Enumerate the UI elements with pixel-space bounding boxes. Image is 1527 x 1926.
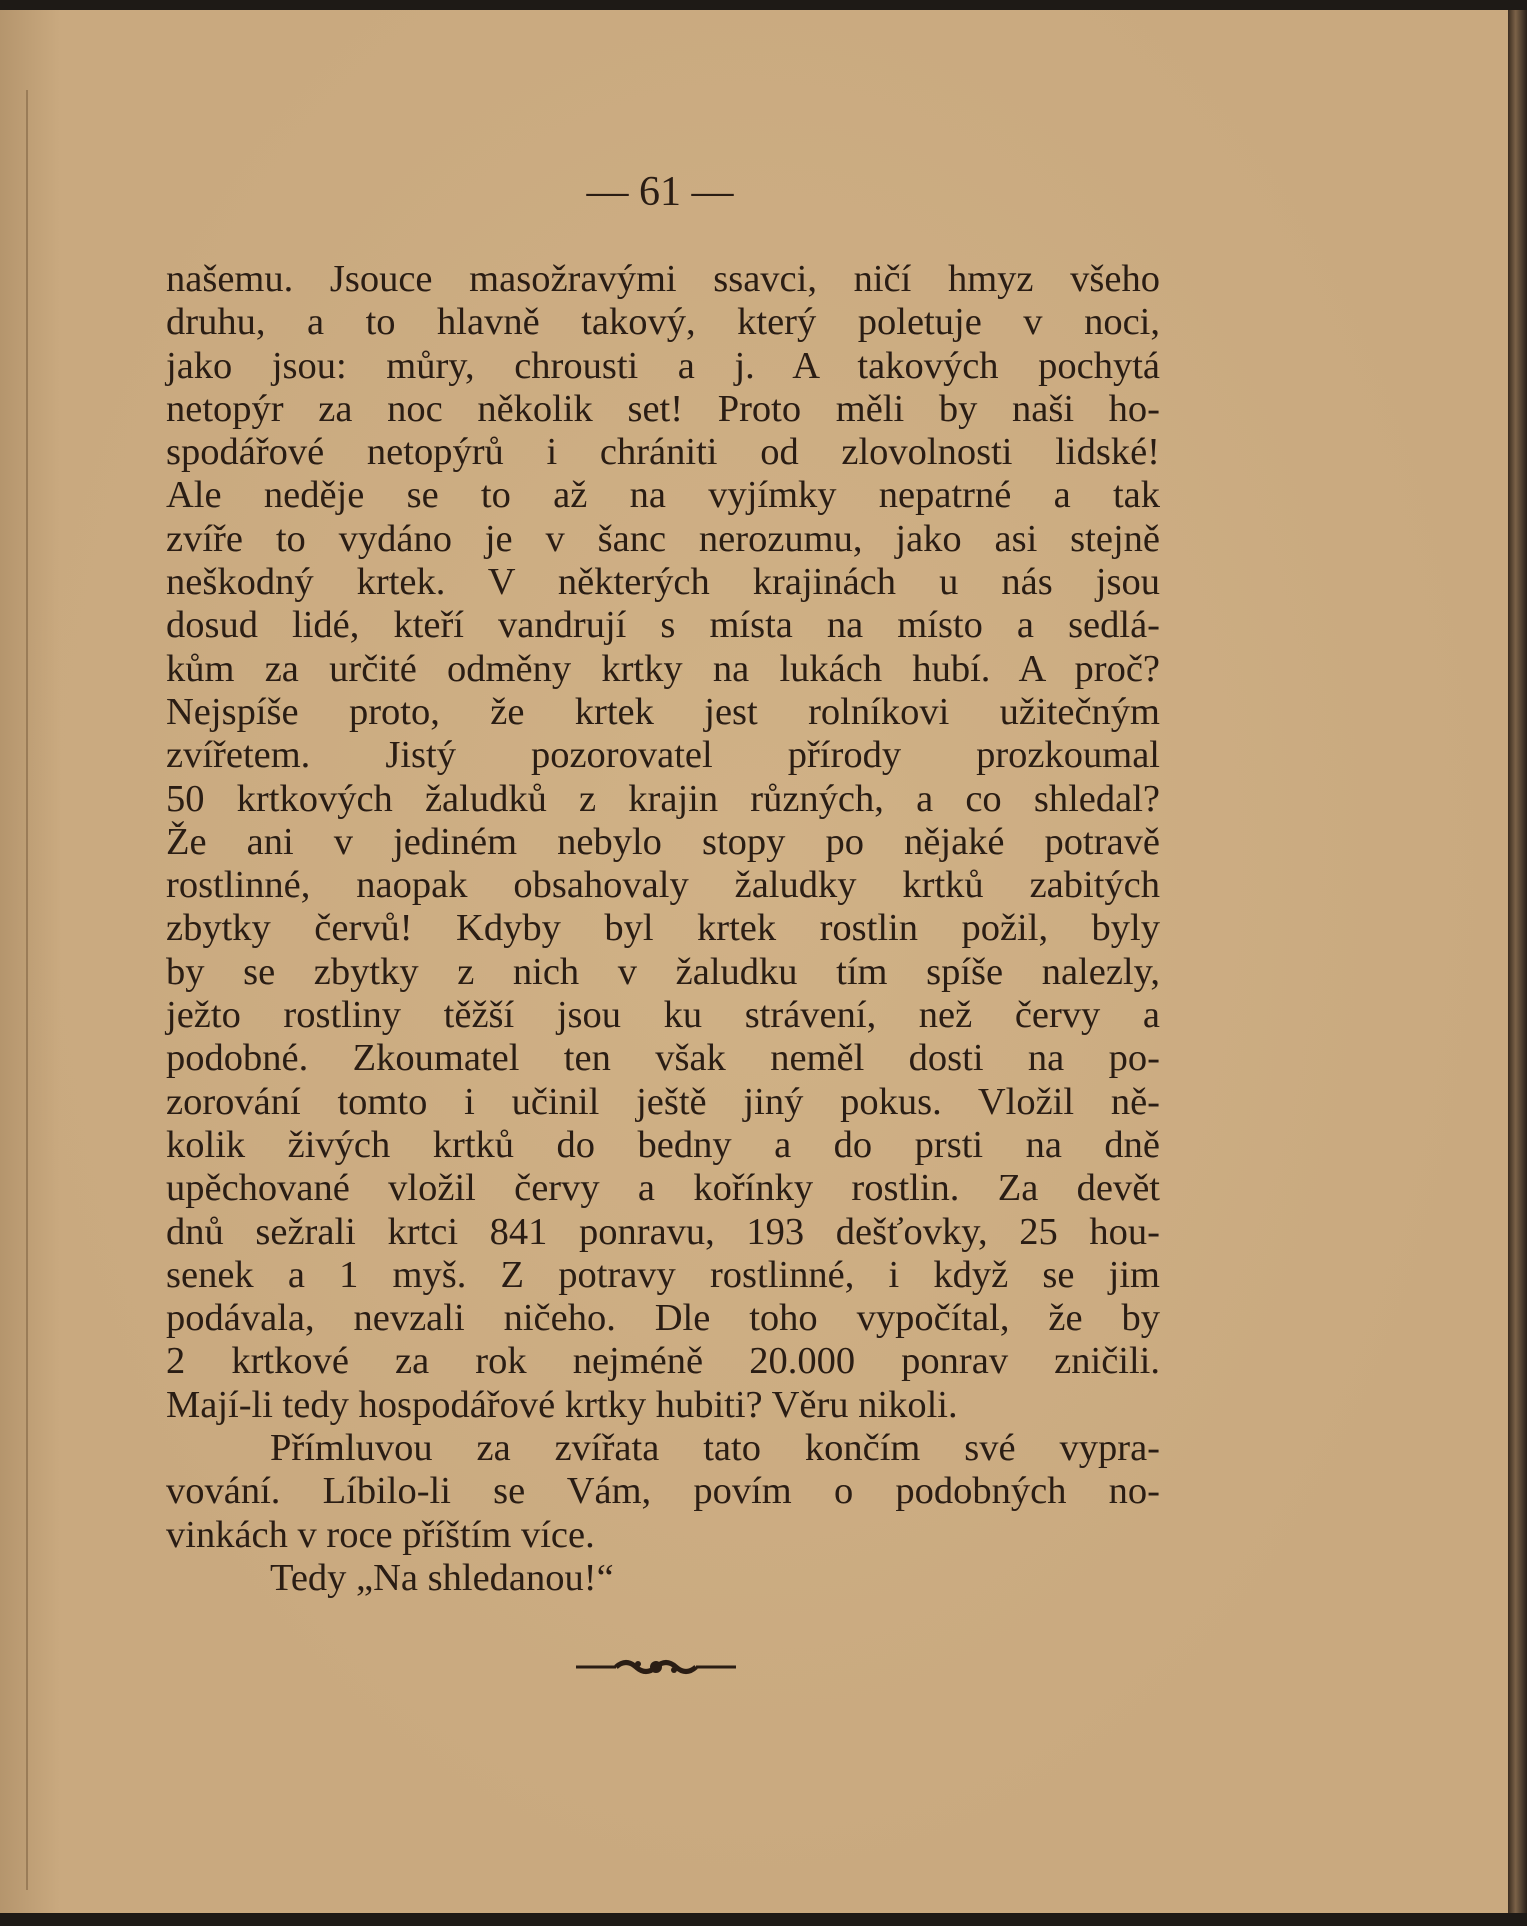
text-line: zorování tomto i učinil ještě jiný pokus. Vložil ně-	[166, 1080, 1160, 1123]
text-line: zvíře to vydáno je v šanc nerozumu, jako asi stejně	[166, 517, 1160, 560]
text-line: neškodný krtek. V některých krajinách u nás jsou	[166, 561, 1160, 604]
text-line: netopýr za noc několik set! Proto měli by naši ho-	[166, 387, 1160, 430]
text-line: kům za určité odměny krtky na lukách hubí. A proč?	[166, 647, 1160, 690]
text-line: našemu. Jsouce masožravými ssavci, ničí hmyz všeho	[166, 258, 1160, 300]
text-line: jako jsou: můry, chrousti a j. A takových pochytá	[166, 344, 1160, 387]
paragraph-start-line: Přímluvou za zvířata tato končím své vypra-	[270, 1427, 1160, 1470]
text-line: ježto rostliny těžší jsou ku strávení, než červy a	[166, 994, 1160, 1037]
text-line: senek a 1 myš. Z potravy rostlinné, i když se jim	[166, 1253, 1160, 1296]
text-line: podobné. Zkoumatel ten však neměl dosti na po-	[166, 1037, 1160, 1080]
text-line: 2 krtkové za rok nejméně 20.000 ponrav zničili.	[166, 1340, 1160, 1383]
text-line: upěchované vložil červy a kořínky rostlin. Za devět	[166, 1167, 1160, 1210]
text-line: vinkách v roce příštím více.	[166, 1513, 595, 1556]
text-line: kolik živých krtků do bedny a do prsti na dně	[166, 1123, 1160, 1166]
book-page	[0, 10, 1508, 1913]
text-line: Ale neděje se to až na vyjímky nepatrné a tak	[166, 474, 1160, 517]
text-line: 50 krtkových žaludků z krajin různých, a co shledal?	[166, 777, 1160, 820]
book-edge	[1508, 10, 1527, 1913]
ornament-divider-icon	[576, 1652, 736, 1682]
text-line: dosud lidé, kteří vandrují s místa na místo a sedlá-	[166, 604, 1160, 647]
text-line: druhu, a to hlavně takový, který poletuje v noci,	[166, 301, 1160, 344]
page-gutter-shadow	[26, 90, 28, 1890]
text-line: spodářové netopýrů i chrániti od zlovolnosti lidské!	[166, 431, 1160, 474]
text-line: Že ani v jediném nebylo stopy po nějaké potravě	[166, 820, 1160, 863]
text-line: dnů sežrali krtci 841 ponravu, 193 dešťovky, 25 hou-	[166, 1210, 1160, 1253]
page-number: — 61 —	[586, 169, 734, 215]
body-text	[166, 258, 1160, 1600]
text-line: Mají-li tedy hospodářové krtky hubiti? Věru nikoli.	[166, 1383, 958, 1426]
text-line: podávala, nevzali ničeho. Dle toho vypočítal, že by	[166, 1297, 1160, 1340]
text-line: Nejspíše proto, že krtek jest rolníkovi užitečným	[166, 690, 1160, 733]
text-line: zbytky červů! Kdyby byl krtek rostlin požil, byly	[166, 907, 1160, 950]
text-line: rostlinné, naopak obsahovaly žaludky krtků zabitých	[166, 864, 1160, 907]
text-line: by se zbytky z nich v žaludku tím spíše nalezly,	[166, 950, 1160, 993]
text-line: vování. Líbilo-li se Vám, povím o podobných no-	[166, 1470, 1160, 1513]
text-line: zvířetem. Jistý pozorovatel přírody prozkoumal	[166, 734, 1160, 777]
closing-line: Tedy „Na shledanou!“	[270, 1556, 614, 1599]
